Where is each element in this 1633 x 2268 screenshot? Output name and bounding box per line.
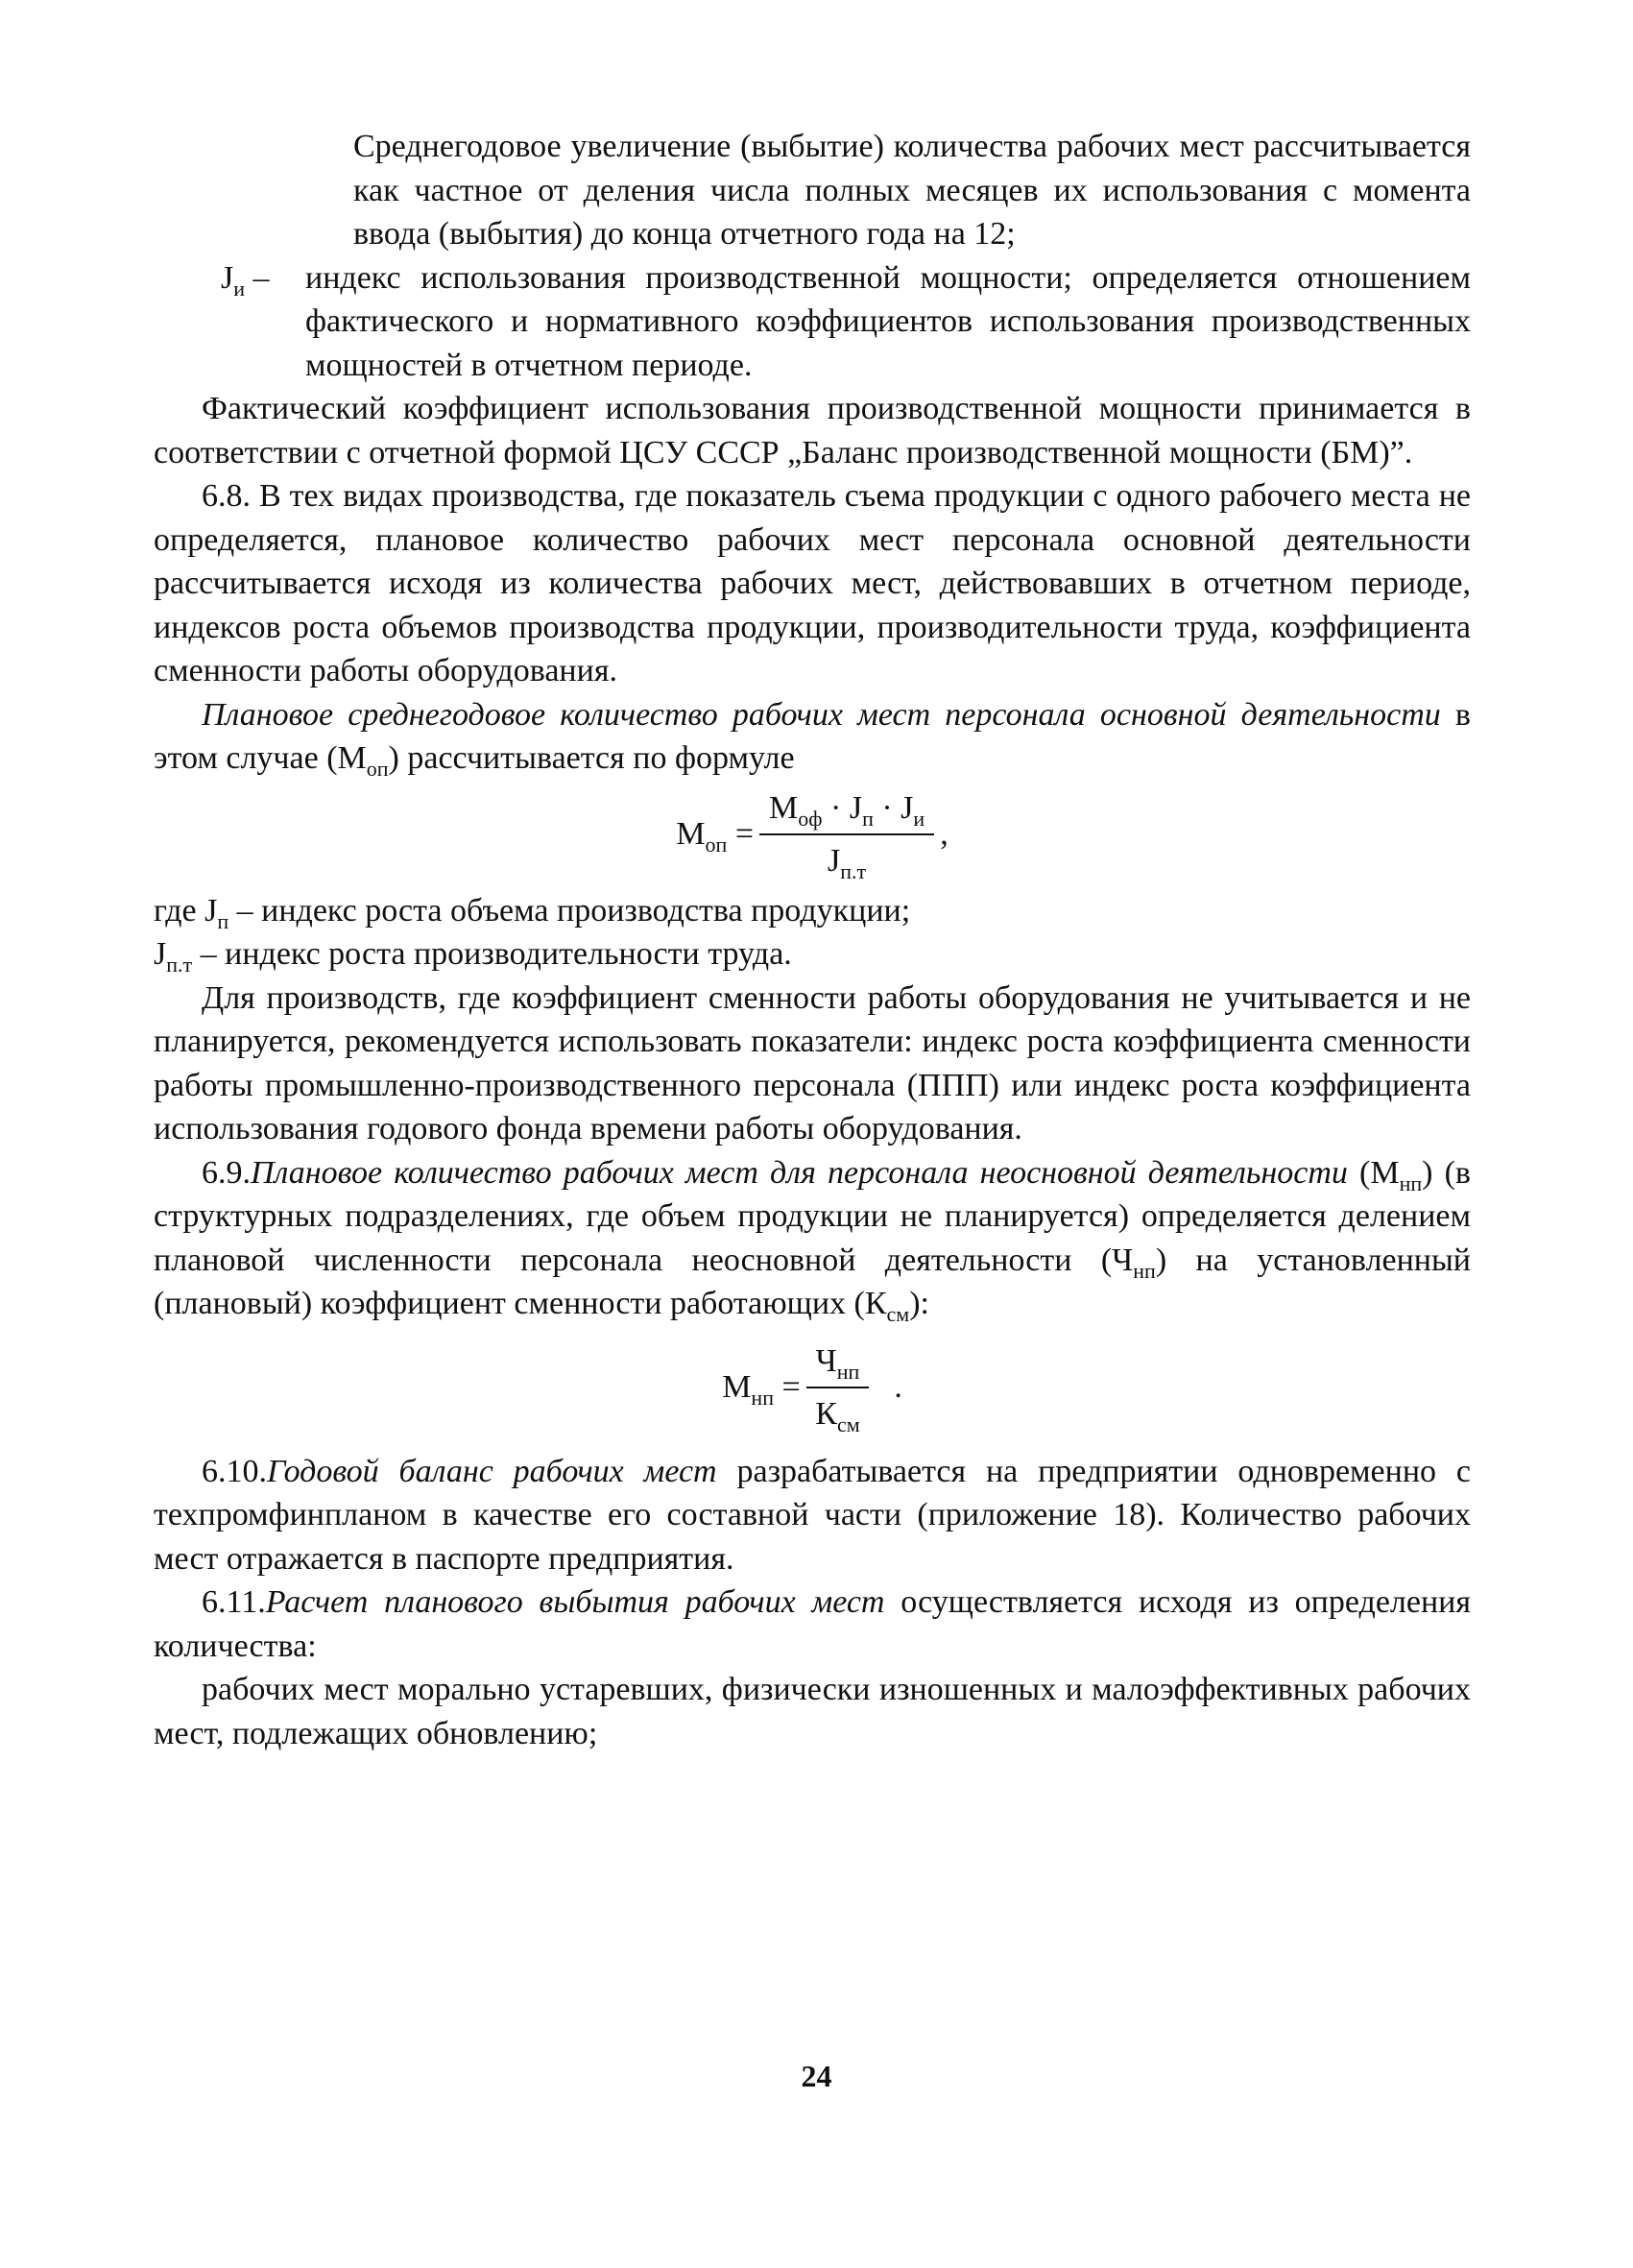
italic-term: Годовой баланс рабочих мест	[267, 1453, 717, 1489]
formula-mop	[154, 786, 1471, 883]
subscript: и	[233, 276, 246, 301]
subscript: п	[217, 908, 229, 933]
symbol: J	[828, 843, 841, 879]
dash: –	[252, 259, 270, 296]
formula-lhs	[722, 1365, 800, 1410]
italic-term: Расчет планового выбытия рабочих мест	[265, 1584, 885, 1620]
text: – индекс роста производительности труда.	[192, 936, 792, 972]
equals: =	[727, 816, 754, 853]
paragraph-average-increase: Среднегодовое увеличение (выбытие) количества рабочих мест рассчитывается как частное от деления числа полных месяцев их использования с момента ввода (выбытия) до конца отчетного года на 12;	[353, 129, 1471, 252]
text: ) рассчитывается по формуле	[388, 740, 795, 776]
subscript: п.т	[840, 859, 867, 883]
symbol: · J	[873, 789, 914, 826]
numerator	[806, 1339, 870, 1389]
italic-term: Плановое количество рабочих мест для персонала неосновной деятельности	[251, 1154, 1348, 1191]
denominator	[815, 1388, 859, 1436]
page-number: 24	[801, 2059, 832, 2093]
paragraph-6-8: 6.8. В тех видах производства, где показатель съема продукции с одного рабочего места не определяется, плановое количество рабочих мест персонала основной деятельности рассчитывается исходя из количества рабочих мест, действовавших в отчетном периоде, индексов роста объемов производства продукции, производительности труда, коэффициента сменности работы оборудования.	[154, 478, 1471, 688]
symbol: М	[676, 816, 706, 853]
symbol: J	[154, 936, 167, 972]
fraction	[759, 786, 934, 883]
formula-lhs	[676, 812, 754, 857]
subscript: оп	[366, 757, 389, 781]
subscript: нп	[1399, 1170, 1423, 1195]
text: ) на установленный (плановый) коэффициент сменности работающих (К	[154, 1242, 1471, 1321]
paragraph-6-9	[154, 1151, 1471, 1326]
section-number: 6.9.	[202, 1154, 251, 1191]
paragraph-shift-coefficient: Для производств, где коэффициент сменности работы оборудования не учитывается и не планируется, рекомендуется использовать показатели: индекс роста коэффициента сменности работы промышленно-производственного персонала (ППП) или индекс роста коэффициента использования годового фонда времени работы оборудования.	[154, 979, 1471, 1146]
definition-ji	[154, 256, 1471, 388]
where-item	[154, 889, 1471, 933]
paragraph-actual-coefficient: Фактический коэффициент использования производственной мощности принимается в соответствии с отчетной формой ЦСУ СССР „Баланс производственной мощности (БМ)”.	[154, 391, 1471, 470]
symbol: Ч	[815, 1342, 837, 1379]
denominator	[828, 835, 866, 883]
text: разрабатывается на предприятии одновременно с техпромфинпланом в качестве его составной части (приложение 18). Количество рабочих мест отражается в паспорте предприятия.	[154, 1453, 1471, 1577]
italic-term: Плановое среднегодовое количество рабочих мест персонала основной деятельности	[202, 696, 1441, 733]
subscript: нп	[751, 1386, 774, 1411]
section-number: 6.11.	[202, 1584, 266, 1620]
subscript: нп	[1133, 1258, 1156, 1283]
paragraph-planned-average	[154, 693, 1471, 781]
subscript: см	[886, 1302, 910, 1326]
symbol: М	[769, 789, 799, 826]
subscript: оф	[798, 806, 823, 831]
equals: =	[773, 1369, 801, 1406]
symbol: М	[722, 1369, 752, 1406]
paragraph-6-11	[154, 1580, 1471, 1668]
punctuation: ,	[940, 816, 949, 853]
definition-text: индекс использования производственной мощности; определяется отношением фактического и нормативного коэффициентов использования производственных мощностей в отчетном периоде.	[305, 259, 1471, 383]
subscript: п.т	[166, 953, 193, 977]
text: (М	[1347, 1154, 1400, 1191]
subscript: и	[913, 806, 925, 831]
text: ):	[909, 1286, 930, 1321]
formula-mnp	[154, 1339, 1471, 1436]
where-list	[154, 889, 1471, 977]
subscript: оп	[705, 832, 728, 857]
paragraph-obsolete-workplaces: рабочих мест морально устаревших, физически изношенных и малоэффективных рабочих мест, подлежащих обновлению;	[154, 1672, 1471, 1751]
paragraph-6-10	[154, 1450, 1471, 1581]
subscript: нп	[836, 1359, 860, 1384]
symbol: · J	[822, 789, 863, 826]
subscript: см	[836, 1412, 860, 1436]
symbol: К	[815, 1396, 837, 1432]
text: ) (в структурных подразделениях, где объем продукции не планируется) определяется делением плановой численности персонала неосновной деятельности (Ч	[154, 1154, 1471, 1278]
fraction	[806, 1339, 870, 1436]
symbol: J	[221, 259, 234, 296]
symbol: где J	[154, 892, 218, 929]
punctuation: .	[894, 1369, 902, 1406]
body-text	[154, 125, 1471, 1755]
text: – индекс роста объема производства продукции;	[228, 892, 911, 929]
text: в этом случае (М	[154, 696, 1471, 776]
section-number: 6.10.	[202, 1453, 267, 1489]
where-item	[154, 932, 1471, 977]
subscript: п	[862, 806, 874, 831]
numerator	[759, 786, 934, 836]
text: осуществляется исходя из определения количества:	[154, 1584, 1471, 1664]
